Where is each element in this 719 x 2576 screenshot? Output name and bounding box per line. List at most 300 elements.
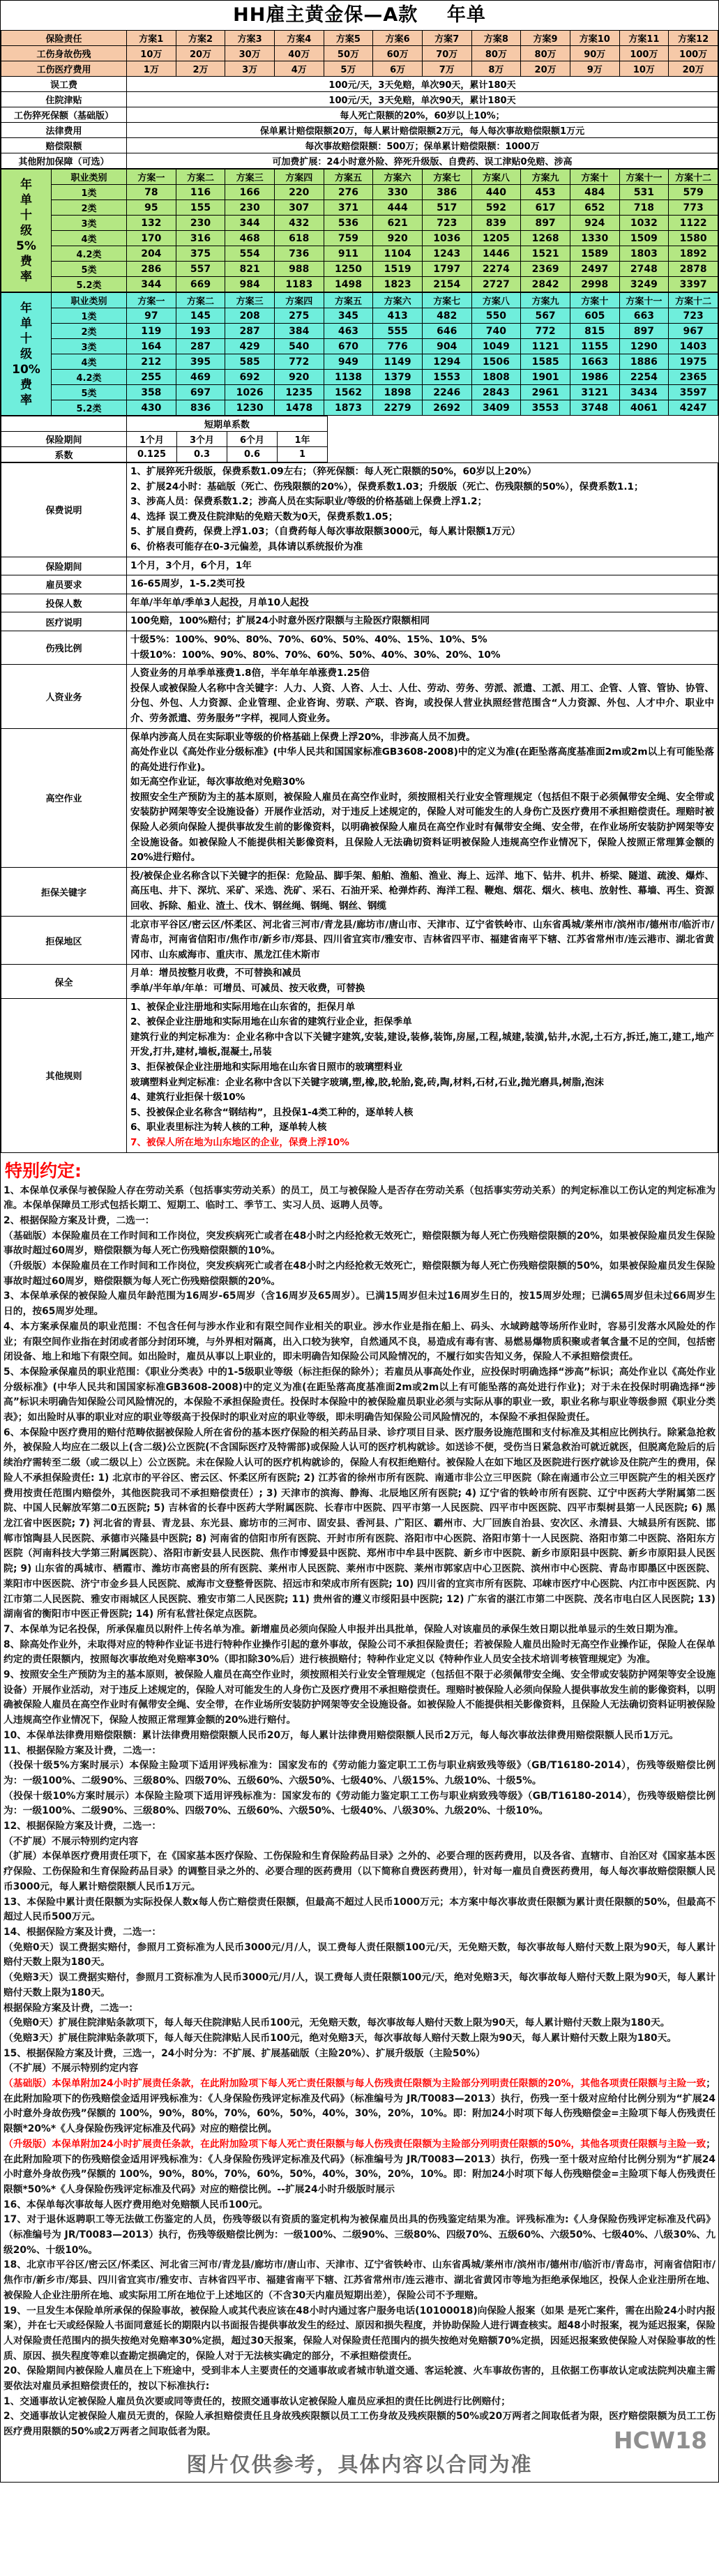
premium-value-cell: 2365	[669, 370, 718, 385]
info-row-label: 拒保地区	[1, 916, 127, 965]
premium-value-cell: 984	[225, 277, 275, 292]
text-segment: 2、根据保险方案及计费，二选一：	[3, 1214, 155, 1226]
premium-value-cell: 759	[324, 231, 373, 246]
info-line	[130, 666, 714, 681]
premium-value-cell: 554	[225, 246, 275, 262]
premium-value-cell: 555	[373, 324, 423, 339]
premium-value-cell: 193	[176, 324, 225, 339]
text-segment: 10、本保单法律费用赔偿限额：累计法律费用赔偿限额人民币20万，每人累计法律费用赔偿限额人民币2万元，每人每次事故法律费用赔偿限额人民币1万元。	[3, 1729, 679, 1741]
premium-value-cell: 1498	[324, 277, 373, 292]
text-segment: 5、扩展自费药，保费上浮1.03；（自费药每人每次事故限额3000元，每人累计限额1万元）	[130, 526, 521, 538]
coverage-row-label: 赔偿限额	[1, 138, 127, 153]
premium-value-cell: 740	[471, 324, 521, 339]
plan-header-cell: 方案六	[373, 293, 423, 308]
premium-value-cell: 772	[274, 354, 324, 370]
info-line	[130, 1090, 714, 1106]
coverage-value-cell: 70万	[422, 46, 471, 61]
text-segment: 5、本保险承保雇员的职业范围：《职业分类表》中的1-5级职业等级（标注拒保的除外）；若雇员从事高处作业，应投保时明确选择“涉高”标识；高处作业以《高处作业分级标准》(中华人民共和国国家标准GB3608-2008)中的定义为准(在距坠落高度基准面2m或2m以上有可能坠落的高处进行作业)；对于未在投保时明确选择“涉高”标识未明确告知保险公司风险情况的，本保险不承担保险责任。投保时本保险中的被保险雇员职业必须与实际从事的职业一致，职业名称与职业等级参照《职业分类表》；如出险时从事的职业对应的职业等级高于投保时的职业对应的职业等级，即未明确告知保险公司风险情况的，本保险不承担保险责任。	[3, 1366, 716, 1424]
coverage-row-label: 其他附加保障（可选）	[1, 153, 127, 169]
rate-table-rate10	[1, 292, 718, 416]
text-segment: 高处作业以《高处作业分级标准》(中华人民共和国国家标准GB3608-2008)中的定义为准(在距坠落高度基准面2m或2m以上有可能坠落的高处进行作业)。	[130, 746, 714, 773]
premium-value-cell: 307	[274, 200, 324, 216]
plan-header-cell: 方案8	[471, 31, 521, 46]
text-segment: 9、按照安全生产预防为主的基本原则，被保险人雇员在高空作业时，须按照相关行业安全管理规定（包括但不限于必须佩带安全绳、安全带或安装防护网架等安全设施设备）开展作业活动，对于违反上述规定的，保险人对可能发生的人身伤亡及医疗费用不承担赔偿责任。理赔时被保险人必须向保险人提供事故发生前的影像资料，以明确被保险人雇员在高空作业时有佩带安全绳、安全带，在作业场所安装防护网架等安全设施设备。如被保险人不能提供相关影像资料，且保险人无法确切资料证明被保险人违规高空作业情况下，保险人按照正常理算金额的20%进行赔付。	[3, 1669, 716, 1726]
premium-value-cell: 1663	[570, 354, 619, 370]
premium-value-cell: 1138	[324, 370, 373, 385]
occupation-class-label: 4.2类	[52, 246, 127, 262]
coverage-value-cell: 80万	[521, 46, 570, 61]
premium-value-cell: 669	[176, 277, 225, 292]
premium-value-cell: 2692	[422, 400, 471, 416]
premium-value-cell: 344	[225, 216, 275, 231]
special-term-paragraph	[3, 1365, 716, 1426]
special-term-paragraph	[3, 1744, 716, 1759]
text-segment: 6、价格表可能存在0-3元偏差，具体请以系统报价为准	[130, 541, 363, 552]
text-segment: 建筑行业的判定标准为：企业名称中含以下关键字建筑,安装,建设,装修,装饰,房屋,工程,城建,装潢,钻井,水泥,土石方,拆迁,施工,建工,地产开发,打井,建材,墙板,混凝土,吊装	[130, 1031, 714, 1058]
text-segment: 4、本方案承保雇员的职业范围：不包含任何与涉水作业和有限空间作业相关的职业。涉水作业是指在船上、码头、水域跨越等场所作业时，容易引发落水风险处的作业；有限空间作业指在封闭或者部分封闭环境，与外界相对隔离，出入口较为狭窄，自然通风不良，易造成有毒有害、易燃易爆物质积聚或者氧含量不足的空间，包括密闭设备、地上和地下有限空间。如出险时，雇员从事以上职业的，即未明确告知保险公司风险情况的，不履行如实告知义务，保险人不承担赔偿责任。	[3, 1320, 716, 1363]
text-segment: 17、对于退休返聘职工等无法做工伤鉴定的人员，伤残等级以有资质的鉴定机构为被保雇员出具的伤残鉴定结果为准。评残标准为:《人身保险伤残评定标准及代码》（标准编号为 JR/T0083—2013）执行，伤残等级赔偿比例为：一级100%、二级90%、三级80%、四级70%、五级60%、六级50%、七级40%、八级30%、九级20%、十级10%。	[3, 2214, 716, 2256]
text-segment: 2、被保企业注册地和实际用地在山东省的建筑行业企业，拒保季单	[130, 1016, 412, 1028]
rate-row	[1, 200, 718, 216]
info-line	[130, 465, 714, 480]
short-term-period-row	[1, 432, 328, 447]
coverage-value-cell: 100万	[669, 46, 718, 61]
info-row-content	[127, 867, 718, 916]
occupation-class-label: 5.2类	[52, 400, 127, 416]
premium-value-cell: 697	[176, 385, 225, 400]
plan-header-cell: 方案5	[324, 31, 373, 46]
page-title: HH雇主黄金保—A款 年单	[233, 4, 486, 26]
plan-header-cell: 方案一	[127, 293, 176, 308]
premium-value-cell: 119	[127, 324, 176, 339]
plan-header-cell: 方案1	[127, 31, 176, 46]
plan-header-cell: 方案十	[570, 293, 619, 308]
info-row	[1, 665, 718, 728]
rate-side-label: 年 单 十 级 10% 费 率	[1, 293, 52, 416]
info-row	[1, 916, 718, 965]
premium-value-cell: 316	[176, 231, 225, 246]
premium-value-cell: 3434	[619, 385, 669, 400]
premium-value-cell: 395	[176, 354, 225, 370]
info-row-label: 保险期间	[1, 557, 127, 575]
info-line	[130, 790, 714, 866]
coverage-merged-cell: 可加费扩展：24小时意外险、猝死升级版、自费药、误工津贴0免赔、涉高	[127, 153, 718, 169]
occupation-class-label: 3类	[52, 216, 127, 231]
rate-row	[1, 385, 718, 400]
rate-row	[1, 185, 718, 200]
text-segment: 4、建筑行业拒保十级10%	[130, 1092, 245, 1104]
premium-value-cell: 585	[225, 354, 275, 370]
text-segment: （免赔3天）误工费据实赔付，参照月工资标准为人民币3000元/月/人，误工费每人责任限额100元/天，绝对免赔3天，每次事故每人赔付天数上限为90天，每人累计赔付天数上限为180天。	[3, 1972, 716, 1998]
premium-value-cell: 1149	[373, 354, 423, 370]
text-segment: 玻璃塑料业判定标准：企业名称中含以下关键字玻璃,塑,橡,胶,轮胎,瓷,砖,陶,材料,石材,石业,抛光磨具,树脂,泡沫	[130, 1076, 604, 1088]
special-term-paragraph	[3, 2077, 716, 2137]
premium-value-cell: 949	[324, 354, 373, 370]
premium-value-cell: 2998	[570, 277, 619, 292]
plan-header-cell: 方案六	[373, 170, 423, 185]
info-row-content	[127, 998, 718, 1152]
plan-header-cell: 方案4	[274, 31, 324, 46]
premium-value-cell: 386	[422, 185, 471, 200]
coverage-value-cell: 6万	[373, 61, 423, 77]
rate-table-rate5	[1, 169, 718, 292]
premium-value-cell: 330	[373, 185, 423, 200]
text-segment: 十级10%：100%、90%、80%、70%、60%、50%、40%、30%、20%、10%	[130, 649, 501, 661]
text-segment: 保单内涉高人员在实际职业等级的价格基础上保费上浮20%，非涉高人员不加费。	[130, 731, 476, 743]
special-terms-heading: 特别约定:	[5, 1160, 82, 1181]
special-terms-section	[1, 1153, 718, 2482]
premium-value-cell: 621	[373, 216, 423, 231]
text-segment: 4、选择 误工费及住院津贴的免赔天数为0天，保费系数1.05；	[130, 511, 398, 522]
text-segment: 投/被保企业名称含以下关键字的拒保：危险品、脚手架、船舶、渔船、渔业、海上、远洋、地下、钻井、机井、桥梁、隧道、疏浚、爆炸、高压电、井下、深坑、采矿、采选、洗矿、采石、石油开采、枪弹炸药、海洋工程、鞭炮、烟花、烟火、核电、放射性、幕墙、再生、资源回收、拆除、船业、渣土、伐木、钢丝绳、钢绳、钢丝、钢缆	[130, 870, 714, 912]
coverage-value-cell: 30万	[225, 46, 275, 61]
plan-header-cell: 方案11	[619, 31, 669, 46]
premium-value-cell: 557	[176, 262, 225, 277]
premium-value-cell: 1553	[422, 370, 471, 385]
plan-header-cell: 方案四	[274, 293, 324, 308]
premium-value-cell: 540	[274, 339, 324, 354]
text-segment: 11、根据保险方案及计费，二选一：	[3, 1745, 162, 1756]
premium-value-cell: 1032	[619, 216, 669, 231]
premium-value-cell: 2274	[471, 262, 521, 277]
premium-value-cell: 484	[570, 185, 619, 200]
coverage-value-cell: 8万	[471, 61, 521, 77]
period-cell: 6个月	[227, 432, 278, 447]
info-line	[130, 918, 714, 963]
special-term-paragraph	[3, 1728, 716, 1744]
info-line	[130, 633, 714, 648]
premium-value-cell: 1122	[669, 216, 718, 231]
special-term-paragraph	[3, 2001, 716, 2017]
plan-header-cell: 方案五	[324, 170, 373, 185]
short-term-coef-row	[1, 447, 328, 462]
premium-value-cell: 836	[176, 400, 225, 416]
premium-value-cell: 911	[324, 246, 373, 262]
coverage-row	[1, 61, 718, 77]
disclaimer-text: 图片仅供参考，具体内容以合同为准	[186, 2452, 533, 2476]
text-segment: 2、交通事故认定被保险人雇员无责的，保险人承担赔偿责任且身故残疾限额以员工工伤身故及残疾限额的50%或20万两者之间取低者为限，医疗赔偿限额为员工工伤医疗费用限额的50%或2万两者之间取低者为限。	[3, 2411, 716, 2438]
text-segment: 3、本保单承保的被保险人雇员年龄范围为16周岁-65周岁（含16周岁及65周岁）。已满15周岁但未过16周岁生日的，按15周岁处理；已满65周岁但未过66周岁生日的，按65周岁处理。	[3, 1290, 716, 1318]
info-line	[130, 596, 714, 611]
premium-value-cell: 1230	[225, 400, 275, 416]
coverage-merged-cell: 保单累计赔偿限额20万，每人累计赔偿限额2万元，每人每次事故赔偿限额1万元	[127, 123, 718, 138]
rate-side-label: 年 单 十 级 5% 费 率	[1, 170, 52, 292]
short-term-title-row	[1, 416, 328, 432]
special-term-paragraph	[3, 2213, 716, 2258]
coverage-value-cell: 10万	[127, 46, 176, 61]
premium-value-cell: 204	[127, 246, 176, 262]
text-segment: 16、本保单每次事故每人医疗费用绝对免赔额人民币100元。	[3, 2199, 268, 2210]
special-term-paragraph	[3, 1426, 716, 1622]
premium-value-cell: 255	[127, 370, 176, 385]
text-segment: 1个月，3个月，6个月，1年	[130, 559, 252, 571]
premium-value-cell: 1155	[570, 339, 619, 354]
premium-value-cell: 164	[127, 339, 176, 354]
premium-value-cell: 95	[127, 200, 176, 216]
info-line	[130, 559, 714, 574]
info-line	[130, 540, 714, 555]
plan-header-cell: 方案七	[422, 170, 471, 185]
premium-value-cell: 3748	[570, 400, 619, 416]
premium-value-cell: 670	[324, 339, 373, 354]
premium-value-cell: 2843	[471, 385, 521, 400]
info-row	[1, 557, 718, 575]
premium-value-cell: 1589	[570, 246, 619, 262]
text-segment: （投保十级5%方案时展示）本保险主险项下适用评残标准为：国家发布的《劳动能力鉴定职工工伤与职业病致残等级》（GB/T16180-2014），伤残等级赔偿比例为：一级100%、二级90%、三级80%、四级70%、五级60%、六级50%、七级40%、八级15%、九级10%、十级5%。	[3, 1760, 716, 1786]
coverage-value-cell: 90万	[570, 46, 619, 61]
occupation-class-label: 2类	[52, 200, 127, 216]
special-term-paragraph	[3, 2304, 716, 2365]
text-segment: （免赔0天）误工费据实赔付，参照月工资标准为人民币3000元/月/人，误工费每人责任限额100元/天，无免赔天数，每次事故每人赔付天数上限为90天，每人累计赔付天数上限为180天。	[3, 1941, 716, 1968]
coverage-row	[1, 46, 718, 61]
info-line	[130, 577, 714, 592]
plan-header-cell: 方案7	[422, 31, 471, 46]
period-label: 保险期间	[1, 432, 127, 447]
rate-row	[1, 231, 718, 246]
info-line	[130, 745, 714, 775]
text-segment: 14、根据保险方案及计费，二选一：	[3, 1926, 162, 1938]
premium-value-cell: 155	[176, 200, 225, 216]
premium-value-cell: 463	[324, 324, 373, 339]
special-term-paragraph	[3, 1622, 716, 1638]
info-row-label: 拒保关键字	[1, 867, 127, 916]
text-segment: 年单/半年单/季单3人起投，月单10人起投	[130, 596, 309, 608]
text-segment: 100免赔，100%赔付；扩展24小时意外医疗限额与主险医疗限额相同	[130, 615, 430, 627]
premium-value-cell: 924	[570, 216, 619, 231]
occupation-class-label: 1类	[52, 185, 127, 200]
coverage-row	[1, 92, 718, 107]
premium-value-cell: 967	[669, 324, 718, 339]
text-segment: ；在此附加险项下的伤残赔偿金适用评残标准为：《人身保险伤残评定标准及代码》（标准编号为 JR/T0083—2013）执行，伤残一至十级对应给付比例分别为“扩展24小时意外身故伤残”保额的 100%，90%，80%，70%，60%，50%，40%，30%，20%，10%。即：附加24小时项下每人伤残赔偿金=主险项下每人伤残责任限额*20%*《人身保险伤残评定标准及代码》对应的赔偿比例。	[3, 2078, 716, 2135]
info-row	[1, 998, 718, 1152]
occupation-class-label: 1类	[52, 308, 127, 324]
coverage-value-cell: 9万	[570, 61, 619, 77]
premium-value-cell: 618	[274, 231, 324, 246]
text-segment: （扩展）本保单医疗费用责任项下，在《国家基本医疗保险、工伤保险和生育保险药品目录》之外的、必要合理的医药费用，以及各省、直辖市、自治区对《国家基本医疗保险、工伤保险和生育保险药品目录》的调整目录之外的、必要合理的医药费用（以下简称自费医药费用），针对每一雇员自费医药费用，每人每次事故赔偿限额人民币3000元，每人累计赔偿限额人民币1万元。	[3, 1851, 716, 1892]
plan-header-cell: 方案八	[471, 293, 521, 308]
text-segment: 12、根据保险方案及计费，二选一：	[3, 1821, 162, 1832]
premium-value-cell: 2727	[471, 277, 521, 292]
premium-value-cell: 897	[521, 216, 570, 231]
text-segment: 根据保险方案及计费，二选一：	[3, 2002, 139, 2014]
plan-header-cell: 方案十	[570, 170, 619, 185]
occupation-class-label: 5.2类	[52, 277, 127, 292]
coverage-value-cell: 10万	[619, 61, 669, 77]
premium-value-cell: 4247	[669, 400, 718, 416]
plan-header-cell: 方案12	[669, 31, 718, 46]
coverage-row-label: 工伤猝死保额（基础版）	[1, 107, 127, 123]
plan-header-cell: 方案二	[176, 170, 225, 185]
premium-value-cell: 469	[176, 370, 225, 385]
premium-value-cell: 2497	[570, 262, 619, 277]
text-segment: 十级5%：100%、90%、80%、70%、60%、50%、40%、15%、10%、5%	[130, 633, 487, 645]
coverage-header-row	[1, 31, 718, 46]
special-term-paragraph	[3, 2258, 716, 2303]
info-row-content	[127, 594, 718, 612]
premium-value-cell: 1506	[471, 354, 521, 370]
text-segment: ；在此附加险项下的伤残赔偿金适用评残标准为：《人身保险伤残评定标准及代码》（标准编号为 JR/T0083—2013）执行，伤残一至十级对应给付比例分别为“扩展24小时意外身故伤残”保额的 100%，90%，80%，70%，60%，50%，40%，30%，20%，10%。即：附加24小时项下每人伤残赔偿金=主险项下每人伤残责任限额*50%*《人身保险伤残评定标准及代码》对应的赔偿比例。--扩展24小时升级版时展示	[3, 2138, 716, 2195]
info-line	[130, 1120, 714, 1136]
premium-value-cell: 1049	[471, 339, 521, 354]
plan-header-cell: 方案七	[422, 293, 471, 308]
special-term-paragraph	[3, 2409, 716, 2439]
premium-value-cell: 1235	[274, 385, 324, 400]
period-cell: 3个月	[177, 432, 227, 447]
info-row-content	[127, 728, 718, 867]
premium-value-cell: 275	[274, 308, 324, 324]
text-segment: 按照安全生产预防为主的基本原则，被保险人雇员在高空作业时，须按照相关行业安全管理规定（包括但不限于必须佩带安全绳、安全带或安装防护网架等安全设施设备）开展作业活动，对于违反上述规定的，保险人对可能发生的人身伤亡及医疗费用不承担赔偿责任。理赔时被保险人必须向保险人提供事故发生前的影像资料，以明确被保险人雇员在高空作业时有佩带安全绳、安全带，在作业场所安装防护网架等安全设施设备。如被保险人不能提供相关影像资料，且保险人无法确切资料证明被保险人违规高空作业情况下，保险人按照正常理算金额的20%进行赔付。	[130, 791, 714, 864]
info-row-label: 投保人数	[1, 594, 127, 612]
premium-value-cell: 1585	[521, 354, 570, 370]
info-row-content	[127, 463, 718, 557]
premium-value-cell: 358	[127, 385, 176, 400]
premium-value-cell: 276	[324, 185, 373, 200]
text-segment: 19、一旦发生本保险单所承保的保险事故，被保险人或其代表应该在48小时内通过客户服务电话(10100018)向保险人报案（如果 是死亡案件，需在出险24小时内报案），并在七天或经保险人书面同意延长的期限内以书面报告提供事故发生的经过、原因和损失程度，并协助保险人进行调查核实。超48小时报案，视为延迟报案，保险人对保险责任范围内的损失按绝对免赔率30%定损，超过30天报案，保险人对保险责任范围内的损失按绝对免赔额70%定损，因延迟报案致使保险人对保险事故的性质、原因、损失程度等难以查勘定损确定的，保险人对于无法核实确定的部分，不承担赔偿责任。	[3, 2305, 716, 2362]
info-line	[130, 981, 714, 997]
info-line	[130, 1060, 714, 1076]
coverage-value-cell: 2万	[176, 61, 225, 77]
special-term-paragraph	[3, 1819, 716, 1835]
coverage-value-cell: 40万	[274, 46, 324, 61]
premium-value-cell: 344	[127, 277, 176, 292]
text-segment: 投保人或被保险人名称中含关键字：人力、人资、人咨、人士、人仕、劳动、劳务、劳派、派遣、工派、用工、企管、人管、管协、协管、分包、外包、人力资源、企业管理、企业咨询、劳联、产联、咨询，或投保人营业执照经营范围含“人力资源、外包、人才中介、职业中介、劳务派遣、劳务服务”字样，视同人资业务。	[130, 682, 714, 724]
premium-value-cell: 605	[570, 308, 619, 324]
text-segment: 16-65周岁，1-5.2类可投	[130, 578, 245, 590]
premium-value-cell: 116	[176, 185, 225, 200]
premium-value-cell: 2748	[619, 262, 669, 277]
occupation-class-label: 4类	[52, 231, 127, 246]
premium-value-cell: 3397	[669, 277, 718, 292]
premium-value-cell: 1797	[422, 262, 471, 277]
premium-value-cell: 1183	[274, 277, 324, 292]
plan-header-cell: 方案3	[225, 31, 275, 46]
plan-header-cell: 方案十一	[619, 170, 669, 185]
premium-value-cell: 1478	[274, 400, 324, 416]
text-segment: 3、涉高人员：保费系数1.2；涉高人员在实际职业/等级的价格基础上保费上浮1.2；	[130, 496, 487, 508]
coverage-value-cell: 50万	[324, 46, 373, 61]
coverage-value-cell: 1万	[127, 61, 176, 77]
coverage-row	[1, 77, 718, 92]
plan-header-cell: 方案2	[176, 31, 225, 46]
rate-row	[1, 216, 718, 231]
info-line	[130, 510, 714, 525]
info-table	[1, 462, 718, 1153]
coverage-row	[1, 153, 718, 169]
info-row	[1, 728, 718, 867]
text-segment: 月单：增员按整月收费，不可替换和减员	[130, 967, 301, 979]
occupation-class-label: 5类	[52, 385, 127, 400]
info-line	[130, 525, 714, 540]
special-term-paragraph	[3, 1789, 716, 1819]
premium-value-cell: 1268	[521, 231, 570, 246]
info-row	[1, 965, 718, 998]
occupation-class-header: 职业类别	[52, 293, 127, 308]
premium-value-cell: 3553	[521, 400, 570, 416]
premium-value-cell: 371	[324, 200, 373, 216]
plan-header-cell: 方案6	[373, 31, 423, 46]
premium-value-cell: 776	[373, 339, 423, 354]
text-segment: 7、本保单为记名投保，所承保雇员以附件上传名单为准。新增雇员必须向保险人申报并出具批单，保险人对该雇员的承保生效日期以批单显示的生效日期为准。	[3, 1623, 684, 1635]
premium-value-cell: 2254	[619, 370, 669, 385]
info-row-content	[127, 665, 718, 728]
rate-row	[1, 339, 718, 354]
info-row-content	[127, 631, 718, 664]
coverage-value-cell: 20万	[176, 46, 225, 61]
coverage-merged-cell: 100元/天，3天免赔，单次90天，累计180天	[127, 77, 718, 92]
text-segment: （升级版）本保险雇员在工作时间和工作岗位，突发疾病死亡或者在48小时之内经抢救无效死亡，赔偿限额为每人死亡伤残赔偿限额的50%，如果被保险雇员发生保险事故时超过60周岁，赔偿限额为每人死亡伤残赔偿限额的20%。	[3, 1260, 716, 1287]
premium-value-cell: 440	[471, 185, 521, 200]
text-segment: 如无高空作业证，每次事故绝对免赔30%	[130, 776, 305, 788]
text-segment: （升级版）本保单附加24小时扩展责任条款，在此附加险项下每人死亡责任限额与每人伤残责任限额为主险部分列明责任限额的50%，其他各项责任限额与主险一致	[3, 2138, 706, 2150]
occupation-class-header: 职业类别	[52, 170, 127, 185]
coefficient-cell: 0.6	[227, 447, 278, 462]
plan-header-cell: 方案五	[324, 293, 373, 308]
premium-value-cell: 3121	[570, 385, 619, 400]
premium-value-cell: 1026	[225, 385, 275, 400]
premium-value-cell: 772	[521, 324, 570, 339]
special-term-paragraph	[3, 1259, 716, 1289]
rate-tables	[1, 169, 718, 416]
occupation-class-label: 3类	[52, 339, 127, 354]
premium-value-cell: 2279	[373, 400, 423, 416]
premium-value-cell: 384	[274, 324, 324, 339]
special-term-paragraph	[3, 1971, 716, 2001]
info-line	[130, 1136, 714, 1151]
premium-value-cell: 723	[422, 216, 471, 231]
premium-value-cell: 646	[422, 324, 471, 339]
info-row-content	[127, 612, 718, 631]
special-term-paragraph	[3, 1941, 716, 1971]
premium-value-cell: 1403	[669, 339, 718, 354]
info-row-content	[127, 557, 718, 575]
info-row	[1, 463, 718, 557]
special-term-paragraph	[3, 1638, 716, 1668]
premium-value-cell: 1521	[521, 246, 570, 262]
premium-value-cell: 2154	[422, 277, 471, 292]
premium-value-cell: 413	[373, 308, 423, 324]
text-segment: 15、根据保险方案及计费，三选一，24小时分为：不扩展、扩展基础版（主险20%）、扩展升级版（主险50%）	[3, 2047, 485, 2059]
coverage-value-cell: 80万	[471, 46, 521, 61]
plan-header-cell: 方案三	[225, 170, 275, 185]
premium-value-cell: 1892	[669, 246, 718, 262]
info-line	[130, 648, 714, 663]
premium-value-cell: 286	[127, 262, 176, 277]
text-segment: （基础版）本保单附加24小时扩展责任条款，在此附加险项下每人死亡责任限额与每人伤残责任限额为主险部分列明责任限额的20%，其他各项责任限额与主险一致	[3, 2078, 706, 2090]
info-line	[130, 495, 714, 510]
special-term-paragraph	[3, 1289, 716, 1319]
premium-value-cell: 1562	[324, 385, 373, 400]
text-segment: 7、被保人所在地为山东地区的企业，保费上浮10%	[130, 1136, 349, 1148]
premium-value-cell: 718	[619, 200, 669, 216]
premium-value-cell: 166	[225, 185, 275, 200]
premium-value-cell: 1290	[619, 339, 669, 354]
plan-header-cell: 方案十一	[619, 293, 669, 308]
premium-value-cell: 550	[471, 308, 521, 324]
premium-value-cell: 3249	[619, 277, 669, 292]
premium-value-cell: 904	[422, 339, 471, 354]
premium-value-cell: 579	[669, 185, 718, 200]
rate-row	[1, 308, 718, 324]
premium-value-cell: 1808	[471, 370, 521, 385]
occupation-class-label: 4类	[52, 354, 127, 370]
premium-value-cell: 920	[373, 231, 423, 246]
text-segment: 1、扩展猝死升级版，保费系数1.09左右；（猝死保额：每人死亡限额的50%，60岁以上20%）	[130, 466, 537, 477]
text-segment: （免赔3天）扩展住院津贴条款项下，每人每天住院津贴人民币100元，绝对免赔3天，每次事故每人赔付天数上限为90天，每人累计赔付天数上限为180天。	[3, 2032, 677, 2044]
premium-value-cell: 617	[521, 200, 570, 216]
premium-value-cell: 1580	[669, 231, 718, 246]
text-segment: （不扩展）不展示特别约定内容	[3, 2063, 139, 2074]
coefficient-label: 系数	[1, 447, 127, 462]
